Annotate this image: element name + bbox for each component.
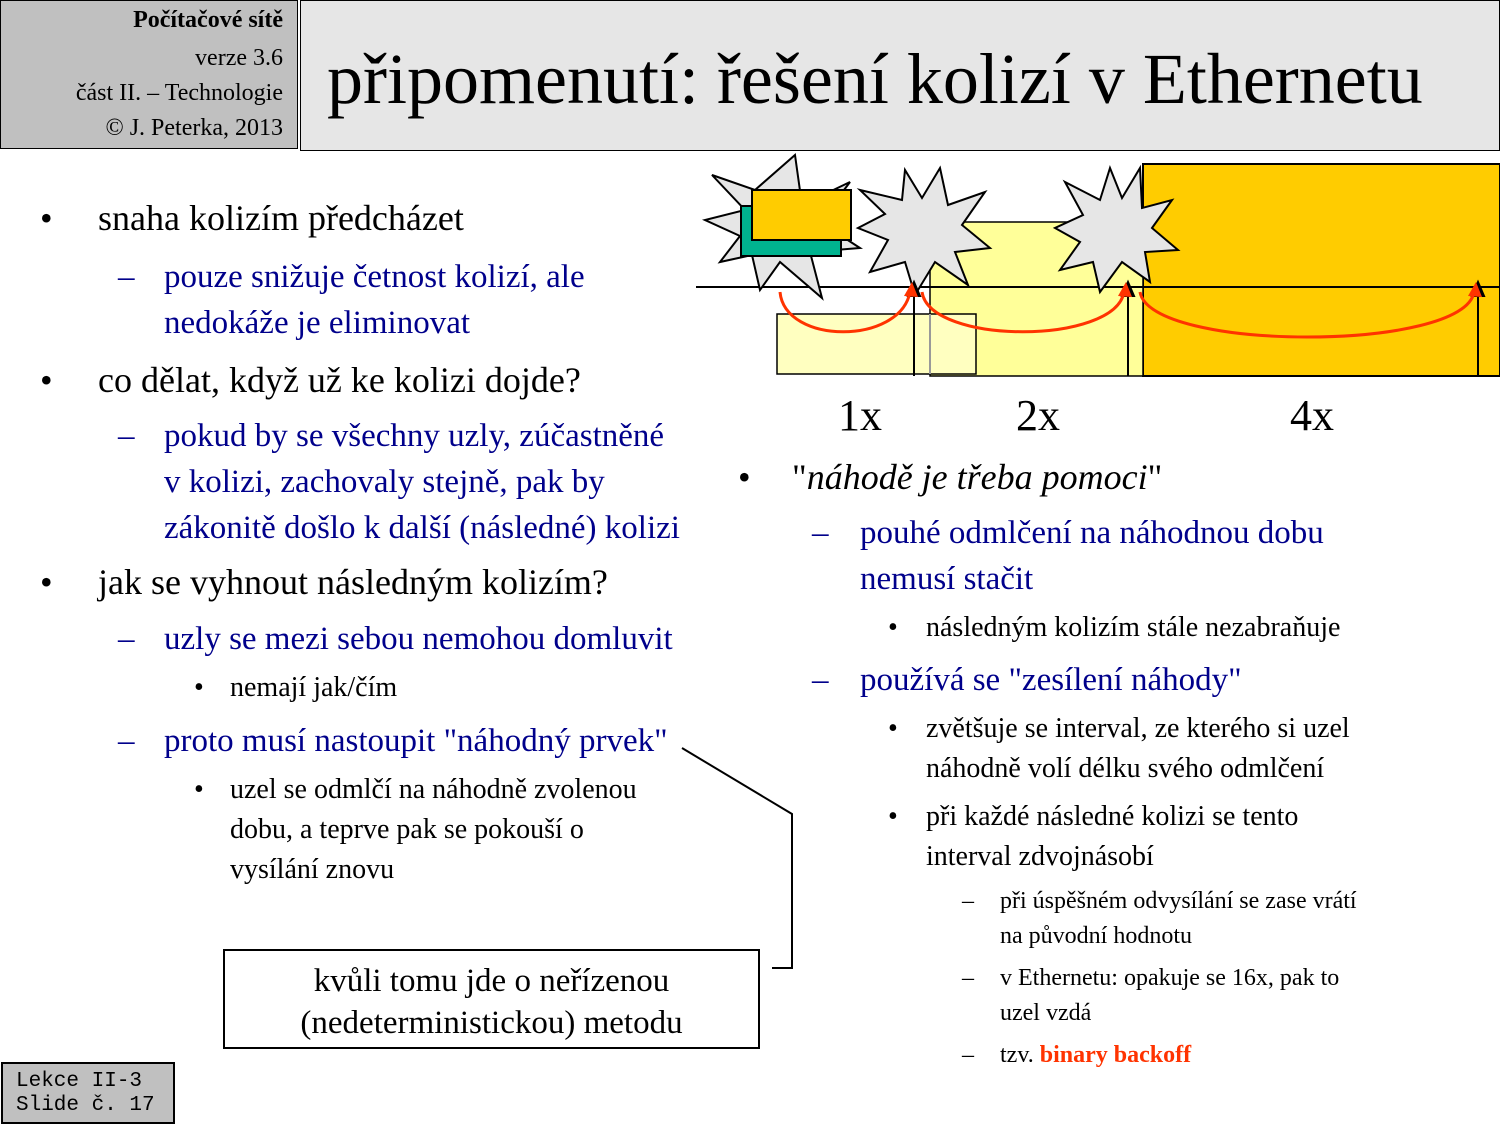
callout-line2: (nedeterministickou) metodu (300, 1005, 683, 1041)
subsub-interval-doubles-line1: při každé následné kolizi se tento (926, 801, 1299, 832)
lecture-label: Lekce II-3 (16, 1070, 143, 1093)
bullet-marker: • (738, 457, 751, 497)
sub-silence-line1: pouhé odmlčení na náhodnou dobu (860, 515, 1324, 551)
label-1x: 1x (838, 391, 882, 440)
course-info-box (0, 0, 298, 149)
page-title: připomenutí: řešení kolizí v Ethernetu (327, 39, 1423, 119)
item-reset-value (1000, 884, 1357, 954)
bullet-prevent-collisions: snaha kolizím předcházet (98, 198, 464, 238)
item-binary-backoff (1000, 1038, 1191, 1073)
bullet-marker: • (888, 612, 898, 643)
sub-silence-not-enough (860, 510, 1324, 602)
label-4x: 4x (1290, 391, 1334, 440)
sub-same-behaviour (164, 413, 680, 551)
label-2x: 2x (1016, 391, 1060, 440)
version-label: verze 3.6 (195, 45, 283, 71)
subsub-interval-doubles (926, 797, 1298, 877)
slide-number-box (1, 1062, 175, 1124)
item-16-retries-line2: uzel vzdá (1000, 1000, 1092, 1026)
binary-backoff-term: binary backoff (1039, 1042, 1192, 1068)
dash-marker: – (118, 621, 135, 657)
subsub-node-silent-line2: dobu, a teprve pak se pokouší o (230, 814, 584, 845)
subsub-node-silent-line1: uzel se odmlčí na náhodně zvolenou (230, 774, 637, 805)
subsub-no-means: nemají jak/čím (230, 672, 398, 703)
subsub-interval-grows-line2: náhodně volí délku svého odmlčení (926, 753, 1325, 784)
dash-marker: – (118, 723, 135, 759)
subsub-interval-doubles-line2: interval zdvojnásobí (926, 841, 1154, 872)
bullet-marker: • (888, 801, 898, 832)
item-reset-value-line1: při úspěšném odvysílání se zase vrátí (1000, 888, 1357, 914)
dash-marker: – (962, 888, 974, 914)
dash-marker: – (962, 965, 974, 991)
bullet-marker: • (194, 672, 204, 703)
bullet-marker: • (40, 562, 53, 602)
callout-line1: kvůli tomu jde o neřízenou (313, 963, 670, 999)
item-reset-value-line2: na původní hodnotu (1000, 923, 1192, 949)
item-16-retries (1000, 961, 1339, 1031)
sub-same-behaviour-line2: v kolizi, zachovaly stejně, pak by (164, 464, 605, 500)
subsub-node-silent (230, 770, 637, 890)
quote-close: " (1147, 457, 1163, 497)
title-box (300, 0, 1500, 151)
interval-4x-box (1143, 164, 1500, 376)
sub-reduces-only-line2: nedokáže je eliminovat (164, 305, 471, 341)
sub-silence-line2: nemusí stačit (860, 561, 1034, 597)
subsub-node-silent-line3: vysílání znovu (230, 854, 395, 885)
bullet-avoid-subsequent: jak se vyhnout následným kolizím? (98, 562, 608, 602)
backoff-diagram (690, 150, 1500, 440)
subsub-does-not-prevent: následným kolizím stále nezabraňuje (926, 612, 1341, 643)
callout-box (223, 949, 760, 1049)
bullet-marker: • (888, 713, 898, 744)
sub-same-behaviour-line1: pokud by se všechny uzly, zúčastněné (164, 418, 665, 454)
sub-reduces-only (164, 254, 585, 346)
dash-marker: – (962, 1042, 974, 1068)
dash-marker: – (118, 259, 135, 295)
bullet-what-to-do: co dělat, když už ke kolizi dojde? (98, 360, 581, 400)
dash-marker: – (812, 515, 829, 551)
subsub-interval-grows-line1: zvětšuje se interval, ze kterého si uzel (926, 713, 1350, 744)
item-16-retries-line1: v Ethernetu: opakuje se 16x, pak to (1000, 965, 1340, 991)
sub-reduces-only-line1: pouze snižuje četnost kolizí, ale (164, 259, 585, 295)
slide-label: Slide č. 17 (16, 1094, 155, 1117)
quote-open: " (792, 457, 807, 497)
subsub-interval-grows (926, 709, 1350, 789)
part-label: část II. – Technologie (75, 80, 283, 106)
sub-amplify-chance: používá se "zesílení náhody" (860, 662, 1242, 698)
sub-cannot-agree: uzly se mezi sebou nemohou domluvit (164, 621, 673, 657)
course-name: Počítačové sítě (133, 7, 283, 33)
bullet-marker: • (40, 198, 53, 238)
sub-random-element: proto musí nastoupit "náhodný prvek" (164, 723, 668, 759)
interval-1x-box (777, 314, 976, 374)
binary-backoff-prefix: tzv. (1000, 1042, 1040, 1068)
bullet-help-chance (792, 455, 1162, 499)
dash-marker: – (118, 418, 135, 454)
frame-orange (752, 190, 851, 240)
bullet-marker: • (40, 360, 53, 400)
copyright-label: © J. Peterka, 2013 (105, 115, 283, 141)
bullet-marker: • (194, 774, 204, 805)
sub-same-behaviour-line3: zákonitě došlo k další (následné) kolizi (164, 510, 680, 546)
callout-connector (680, 745, 800, 975)
dash-marker: – (812, 662, 829, 698)
help-chance-text: náhodě je třeba pomoci (806, 457, 1148, 497)
